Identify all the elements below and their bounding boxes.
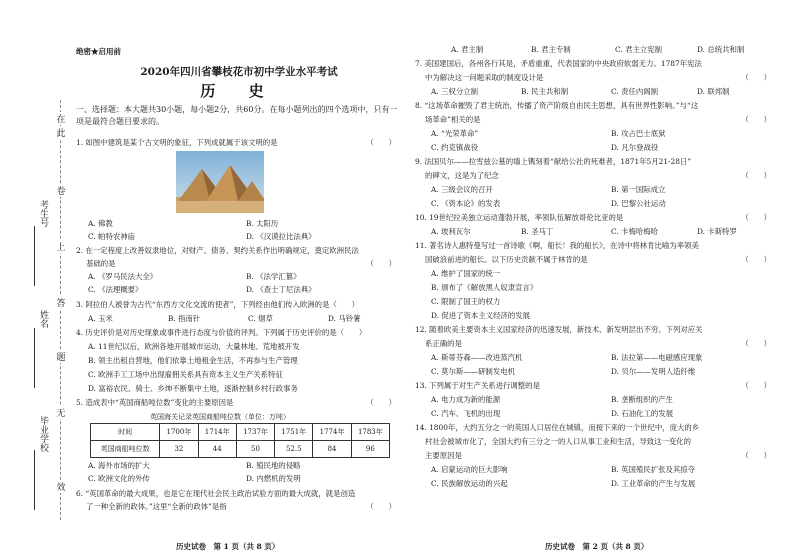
name-label: 姓名 [38, 310, 48, 328]
option: A. 启蒙运动的巨大影响 [431, 465, 508, 474]
question-text: 中为解决这一问题采取的制度设计是 [425, 73, 544, 82]
table-cell: 英国商船吨位数 [91, 441, 160, 458]
option: B. 指南针 [168, 314, 201, 323]
option: B. 圣马丁 [521, 227, 554, 236]
question-text: 10. 19世纪拉美独立运动蓬勃开展，率领队伍解放哥伦比亚的是 [415, 213, 624, 222]
school-line [34, 450, 35, 510]
option: D. 《查士丁尼法典》 [246, 285, 316, 294]
question-9: 9. 法国贝尔——拉雪兹公墓的墙上镌刻着“献给公社的死难者，1871年5月21-28日” [415, 157, 692, 166]
seal-char: 答 [55, 296, 67, 309]
option: D. 富裕农民、骑士、乡绅不断集中土地，逐渐控制乡村行政事务 [88, 384, 298, 393]
option: A. 11世纪以后，欧洲各地开展城市运动，大量林地、荒地被开发 [88, 342, 300, 351]
binding-margin [0, 0, 68, 560]
question-12-cont [415, 338, 777, 349]
answer-bracket: （ ） [741, 381, 771, 390]
table-cell: 96 [351, 441, 389, 458]
table-cell: 1751年 [275, 424, 313, 441]
question-3: 3. 阿拉伯人被誉为古代“东西方文化交流的使者”，下列经由他们传入欧洲的是（ ） [76, 300, 360, 309]
question-2-cont [76, 258, 402, 269]
option: D. 马铃薯 [328, 314, 361, 323]
question-7: 7. 美国建国后，各州各行其是，矛盾重重，代表国家的中央政府软弱无力。1787年宪法 [415, 59, 702, 68]
option: D. 巴黎公社运动 [611, 199, 666, 208]
table-cell: 52.5 [275, 441, 313, 458]
option: D. 石油化工的发展 [611, 409, 674, 418]
subject-title: 历 史 [200, 82, 278, 100]
table-cell: 1737年 [236, 424, 274, 441]
option: B. 颁布了《解放黑人奴隶宣言》 [431, 283, 538, 292]
question-10 [415, 212, 777, 223]
table-cell: 时间 [91, 424, 160, 441]
question-9-cont [415, 170, 777, 181]
answer-bracket: （ ） [366, 398, 396, 407]
option: C. 汽车、飞机的出现 [431, 409, 501, 418]
shipping-tonnage-table [90, 423, 390, 458]
page-footer: 历史试卷 第 2 页（共 8 页） [545, 542, 649, 551]
table-caption: 英国海关记录英国商船吨位数（单位：万吨） [150, 413, 290, 421]
table-cell: 1783年 [351, 424, 389, 441]
exam-page-1 [76, 0, 402, 560]
option: D. 贝尔——发明人造纤维 [611, 367, 696, 376]
table-cell: 50 [236, 441, 274, 458]
question-13 [415, 380, 777, 391]
answer-bracket: （ ） [741, 73, 771, 82]
answer-bracket: （ ） [741, 451, 771, 460]
option: B. 君主专制 [531, 45, 571, 54]
question-14: 14. 1800年，大约五分之一的英国人口居住在城镇，而接下来的一个世纪中，庞大的乡 [415, 423, 700, 432]
page-footer: 历史试卷 第 1 页（共 8 页） [176, 542, 280, 551]
question-text: 主要原因是 [425, 451, 462, 460]
answer-bracket: （ ） [741, 115, 771, 124]
question-14-cont2 [415, 450, 777, 461]
seal-char: 题 [55, 350, 67, 363]
question-5 [76, 397, 402, 408]
option: D. 凡尔登战役 [611, 143, 659, 152]
question-text: 的碑文，这是为了纪念 [425, 171, 499, 180]
option: C. 君主立宪制 [615, 45, 663, 54]
table-cell: 1700年 [160, 424, 198, 441]
question-8: 8. “这场革命摧毁了君主统治，传播了资产阶级自由民主思想，具有世界性影响。”与“这 [415, 101, 699, 110]
option: B. 第一国际成立 [611, 185, 666, 194]
option: A. 玉米 [88, 314, 113, 323]
option: D. 总统共和制 [697, 45, 745, 54]
table-cell: 1774年 [313, 424, 351, 441]
option: A. 斯蒂芬森——改进蒸汽机 [431, 353, 523, 362]
question-8-cont [415, 114, 777, 125]
option: C. 烟草 [248, 314, 273, 323]
answer-bracket: （ ） [741, 255, 771, 264]
pyramids-image [176, 151, 264, 213]
option: C. 《资本论》的发表 [431, 199, 501, 208]
question-4: 4. 历史评价是对历史现象或事件进行态度与价值的评判。下列属于历史评价的是（ ） [76, 328, 367, 337]
answer-bracket: （ ） [366, 259, 396, 268]
question-12: 12. 随着欧美主要资本主义国家经济的迅速发展，新技术、新发明层出不穷。下列对应关 [415, 325, 703, 334]
answer-bracket: （ ） [741, 171, 771, 180]
option: A. 《罗马民法大全》 [88, 272, 158, 281]
option: A. 海外市场的扩大 [88, 461, 150, 470]
option: A. 佛教 [88, 219, 113, 228]
section-instructions: 一、选择题：本大题共30小题，每小题2分，共60分。在每小题列出的四个选项中，只有一项是最符合题目要求的。 [76, 105, 398, 127]
option: A. 玻利瓦尔 [431, 227, 471, 236]
question-7-cont [415, 72, 777, 83]
confidential-mark: 绝密★启用前 [76, 47, 121, 56]
option: C. 约克镇战役 [431, 143, 479, 152]
question-6-cont [76, 501, 402, 512]
table-cell: 44 [198, 441, 236, 458]
seal-char: 在 [55, 112, 67, 125]
option: B. 民主共和制 [521, 87, 569, 96]
name-line [34, 328, 35, 388]
seal-char: 无 [55, 406, 67, 419]
table-header-row [91, 424, 390, 441]
question-11-cont [415, 254, 777, 265]
question-text: 了一种全新的政体。”这里“全新的政体”是指 [86, 502, 227, 511]
option: A. 维护了国家的统一 [431, 269, 501, 278]
question-text: 5. 造成表中“英国商船吨位数”变化的主要原因是 [76, 398, 234, 407]
option: D. 内燃机的发明 [246, 474, 301, 483]
question-text: 13. 下列属于对生产关系进行调整的是 [415, 381, 540, 390]
seal-char: 效 [55, 480, 67, 493]
option: C. 限制了国王的权力 [431, 297, 501, 306]
exam-number-line [34, 226, 35, 286]
option: B. 《法学汇篡》 [246, 272, 301, 281]
exam-number-label: 考生号 [38, 200, 48, 227]
option: D. 《汉谟拉比法典》 [246, 232, 316, 241]
question-text: 系正确的是 [425, 339, 462, 348]
table-row [91, 441, 390, 458]
question-text: 1. 如图中建筑是某个古文明的象征，下列成就属于该文明的是 [76, 138, 278, 147]
option: A. 君主制 [451, 45, 484, 54]
question-6: 6. “英国革命的最大成果，也是它在现代社会民主政治试验方面的最大成就，就是创造 [76, 489, 356, 498]
option: A. 电力成为新的能源 [431, 395, 501, 404]
option: B. 太阳历 [246, 219, 279, 228]
option: B. 法拉第——电磁感应现象 [611, 353, 703, 362]
option: C. 民族解放运动的兴起 [431, 479, 508, 488]
seal-dashed-line [60, 100, 61, 520]
option: C. 欧洲文化的外传 [88, 474, 150, 483]
exam-title: 2020年四川省攀枝花市初中学业水平考试 [140, 66, 338, 78]
answer-bracket: （ ） [741, 339, 771, 348]
seal-char: 此 [55, 126, 67, 139]
question-11: 11. 著名诗人惠特曼写过一首诗歌《啊，船长！我的船长》，在诗中将林肯比喻为率领美 [415, 241, 699, 250]
option: C. 欧洲手工工场中出现雇佣关系具有资本主义生产关系特征 [88, 370, 283, 379]
seal-char: 卷 [55, 184, 67, 197]
option: C. 卡梅哈梅哈 [611, 227, 659, 236]
question-text: 国破浪前进的船长。以下历史贡献不属于林肯的是 [425, 255, 588, 264]
option: A. 三级会议的召开 [431, 185, 493, 194]
question-text: 场革命”相关的是 [425, 115, 481, 124]
answer-bracket: （ ） [366, 502, 396, 511]
option: C. 《法理概要》 [88, 285, 143, 294]
answer-bracket: （ ） [741, 213, 771, 222]
option: D. 卡斯特罗 [697, 227, 737, 236]
option: A. 三权分立制 [431, 87, 478, 96]
seal-char: 上 [55, 240, 67, 253]
table-cell: 32 [160, 441, 198, 458]
option: C. 莫尔斯——研制发电机 [431, 367, 515, 376]
option: D. 工业革命的产生与发展 [611, 479, 696, 488]
question-1 [76, 137, 402, 148]
option: A. “光荣革命” [431, 129, 479, 138]
question-2: 2. 在一定程度上改善奴隶地位，对财产、债务、契约关系作出明确规定，奠定欧洲民法 [76, 246, 359, 255]
exam-page-2 [415, 0, 777, 560]
option: B. 英国殖民扩张及其掠夺 [611, 465, 696, 474]
option: D. 联邦制 [697, 87, 730, 96]
table-cell: 84 [313, 441, 351, 458]
option: B. 攻占巴士底狱 [611, 129, 666, 138]
option: D. 促进了资本主义经济的发展 [431, 311, 531, 320]
option: B. 殖民地的侵略 [246, 461, 301, 470]
option: C. 责任内阁制 [611, 87, 659, 96]
table-cell: 1714年 [198, 424, 236, 441]
answer-bracket: （ ） [366, 138, 396, 147]
question-14-cont: 村社会被城市化了，全国大约有三分之一的人口从事工业和生活，导致这一变化的 [425, 437, 692, 446]
school-label: 毕业学校 [38, 416, 48, 452]
question-text: 基础的是 [86, 259, 116, 268]
option: C. 帕特农神庙 [88, 232, 136, 241]
option: B. 领主出租自营地，他们依靠土地租金生活，不再参与生产管理 [88, 356, 298, 365]
option: B. 垄断组织的产生 [611, 395, 673, 404]
